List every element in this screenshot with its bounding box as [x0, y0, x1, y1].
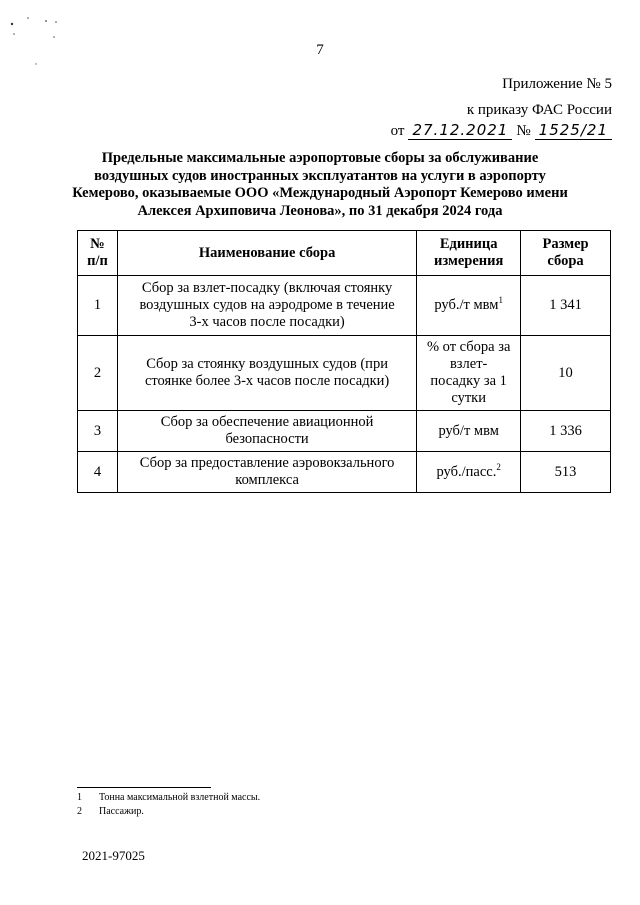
row-number: 2 — [78, 336, 118, 411]
date-prefix: от — [390, 123, 405, 139]
fee-size: 1 341 — [521, 276, 611, 336]
table-header-row — [78, 231, 611, 276]
fee-name: Сбор за обеспечение авиационной безопасности — [117, 411, 416, 452]
header-unit-line1: Единица — [439, 236, 498, 252]
number-prefix: № — [516, 123, 531, 139]
order-reference: к приказу ФАС России — [466, 102, 612, 118]
table-row — [78, 452, 611, 493]
fee-name: Сбор за взлет-посадку (включая стоянку воздушных судов на аэродроме в течение 3-х часов после посадки) — [117, 276, 416, 336]
order-date-number — [391, 121, 612, 140]
unit-text: руб./пасс. — [436, 463, 497, 480]
header-unit-line2: измерения — [433, 253, 504, 269]
order-date: 27.12.2021 — [408, 121, 512, 140]
header-size-line2: сбора — [547, 253, 584, 269]
table-row — [78, 336, 611, 411]
footnote-ref: 2 — [496, 461, 501, 472]
footnote-mark: 1 — [77, 792, 82, 803]
table-row — [78, 276, 611, 336]
header-number-line1: № — [90, 236, 105, 252]
fee-unit — [417, 452, 521, 493]
header-fee-name: Наименование сбора — [117, 231, 416, 276]
footnote — [77, 792, 260, 803]
document-code: 2021-97025 — [82, 848, 145, 863]
fee-size: 10 — [521, 336, 611, 411]
unit-text: % от сбора за взлет-посадку за 1 сутки — [426, 339, 511, 406]
fee-size: 513 — [521, 452, 611, 493]
header-number-line2: п/п — [87, 253, 108, 269]
footnote — [77, 806, 144, 817]
footnote-mark: 2 — [77, 806, 82, 817]
fee-name: Сбор за стоянку воздушных судов (при стоянке более 3-х часов после посадки) — [117, 336, 416, 411]
scan-marks — [6, 10, 76, 70]
header-size-line1: Размер — [542, 236, 589, 252]
fee-unit — [417, 336, 521, 411]
footnote-ref: 1 — [498, 295, 503, 306]
unit-text: руб./т мвм — [434, 297, 499, 313]
row-number: 3 — [78, 411, 118, 452]
footnote-divider — [77, 787, 211, 788]
page-number: 7 — [316, 42, 324, 58]
annex-label: Приложение № 5 — [502, 76, 612, 92]
footnote-text: Пассажир. — [99, 806, 144, 817]
table-row — [78, 411, 611, 452]
row-number: 1 — [78, 276, 118, 336]
fees-table — [77, 230, 611, 493]
fee-name: Сбор за предоставление аэровокзального комплекса — [117, 452, 416, 493]
fee-size: 1 336 — [521, 411, 611, 452]
header-size — [521, 231, 611, 276]
order-number: 1525/21 — [535, 121, 612, 140]
row-number: 4 — [78, 452, 118, 493]
footnote-text: Тонна максимальной взлетной массы. — [99, 792, 261, 803]
unit-text: руб/т мвм — [438, 422, 499, 439]
fee-unit — [417, 276, 521, 336]
header-unit — [417, 231, 521, 276]
fee-unit — [417, 411, 521, 452]
document-title: Предельные максимальные аэропортовые сборы за обслуживание воздушных судов иностранных эксплуатантов на услуги в аэропорту Кемерово, оказываемые ООО «Международный Аэропорт Кемерово имени Алексея Архиповича Леонова», по 31 декабря 2024 года — [72, 150, 568, 219]
header-number — [78, 231, 118, 276]
